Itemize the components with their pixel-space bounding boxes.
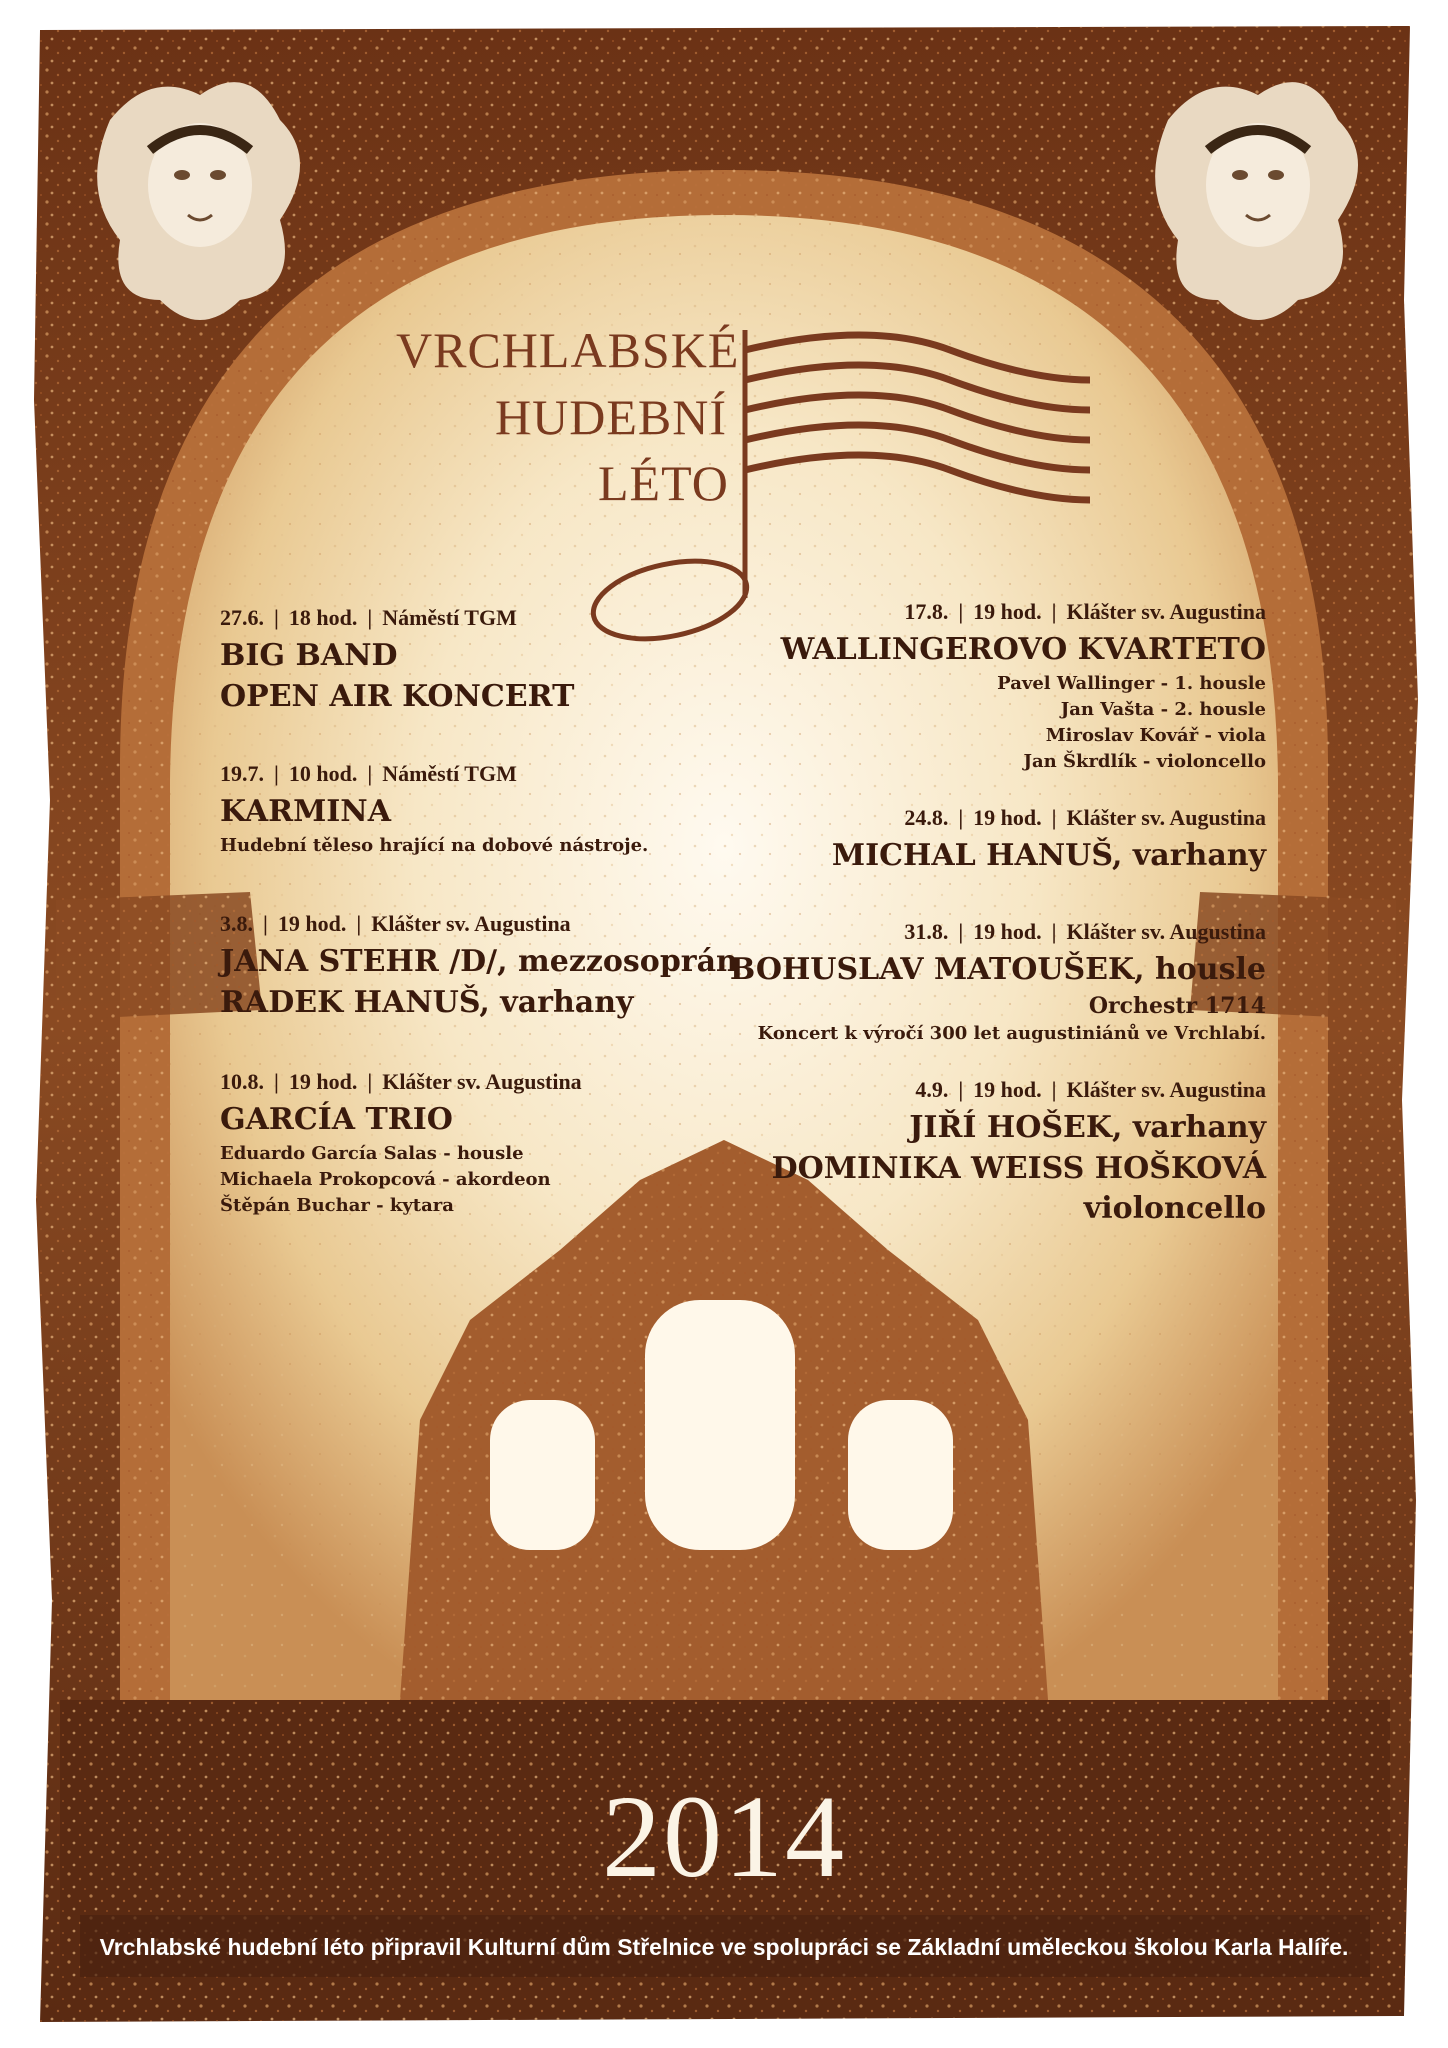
event-meta: 31.8. | 19 hod. | Klášter sv. Augustina — [904, 919, 1266, 944]
event-date: 3.8. — [220, 911, 253, 936]
event-headline: GARCÍA TRIO — [220, 1102, 453, 1138]
event-meta: 27.6. | 18 hod. | Náměstí TGM — [220, 605, 517, 630]
event-headline: BOHUSLAV MATOUŠEK, housle — [729, 952, 1266, 988]
event-headline: KARMINA — [220, 794, 392, 830]
event-date: 10.8. — [220, 1069, 264, 1094]
event-garcia-trio — [220, 1070, 582, 1219]
festival-title-line-2: HUDEBNÍ — [495, 389, 727, 445]
event-headline: JANA STEHR /D/, mezzosoprán — [220, 944, 738, 980]
event-time: 19 hod. — [973, 599, 1042, 624]
festival-title-line-1: VRCHLABSKÉ — [396, 322, 740, 378]
event-meta: 19.7. | 10 hod. | Náměstí TGM — [220, 761, 517, 786]
event-detail: Koncert k výročí 300 let augustiniánů ve Vrchlabí. — [757, 1023, 1266, 1045]
event-detail: Miroslav Kovář - viola — [1045, 724, 1266, 746]
event-detail: Jan Škrdlík - violoncello — [1023, 750, 1266, 772]
event-michal-hanus — [832, 806, 1266, 877]
event-time: 19 hod. — [973, 805, 1042, 830]
event-date: 4.9. — [915, 1077, 949, 1102]
event-date: 31.8. — [904, 919, 949, 944]
event-orchestra: Orchestr 1714 — [1088, 992, 1266, 1019]
event-time: 19 hod. — [277, 911, 347, 936]
event-place: Náměstí TGM — [382, 761, 517, 786]
event-meta: 3.8. | 19 hod. | Klášter sv. Augustina — [220, 911, 571, 936]
event-place: Klášter sv. Augustina — [1066, 919, 1266, 944]
event-date: 24.8. — [904, 805, 949, 830]
event-jana-stehr — [220, 912, 738, 1023]
event-headline: violoncello — [1083, 1191, 1266, 1227]
event-date: 19.7. — [220, 761, 264, 786]
cherub-ornament-icon-left — [97, 82, 300, 320]
event-headline: RADEK HANUŠ, varhany — [220, 984, 634, 1020]
event-meta: 10.8. | 19 hod. | Klášter sv. Augustina — [220, 1069, 582, 1094]
event-detail: Michaela Prokopcová - akordeon — [220, 1168, 551, 1190]
event-date: 17.8. — [904, 599, 949, 624]
event-headline: MICHAL HANUŠ, varhany — [831, 838, 1266, 874]
festival-title-line-3: LÉTO — [598, 455, 729, 511]
event-place: Klášter sv. Augustina — [1066, 599, 1266, 624]
event-wallinger-quartet — [781, 600, 1266, 775]
event-time: 19 hod. — [288, 1069, 358, 1094]
event-headline: BIG BAND — [220, 638, 398, 674]
event-place: Klášter sv. Augustina — [1066, 805, 1266, 830]
event-meta: 17.8. | 19 hod. | Klášter sv. Augustina — [904, 599, 1266, 624]
event-headline: DOMINIKA WEISS HOŠKOVÁ — [771, 1150, 1266, 1186]
event-jiri-hosek — [772, 1078, 1266, 1230]
event-bohuslav-matousek — [730, 920, 1266, 1048]
event-meta: 24.8. | 19 hod. | Klášter sv. Augustina — [904, 805, 1266, 830]
festival-year: 2014 — [602, 1771, 846, 1902]
event-time: 19 hod. — [973, 1077, 1042, 1102]
event-detail: Pavel Wallinger - 1. housle — [997, 672, 1266, 694]
event-headline: OPEN AIR KONCERT — [220, 678, 575, 714]
event-place: Klášter sv. Augustina — [382, 1069, 582, 1094]
event-time: 18 hod. — [288, 605, 358, 630]
event-time: 19 hod. — [973, 919, 1042, 944]
cherub-ornament-icon-right — [1155, 82, 1358, 320]
event-detail: Hudební těleso hrající na dobové nástroje. — [220, 834, 649, 856]
event-detail: Eduardo García Salas - housle — [220, 1142, 524, 1164]
event-time: 10 hod. — [288, 761, 358, 786]
event-headline: WALLINGEROVO KVARTETO — [780, 632, 1266, 668]
event-headline: JIŘÍ HOŠEK, varhany — [909, 1110, 1266, 1146]
event-detail: Jan Vašta - 2. housle — [1060, 698, 1266, 720]
event-detail: Štěpán Buchar - kytara — [220, 1194, 454, 1216]
event-karmina — [220, 762, 648, 859]
organizer-footer: Vrchlabské hudební léto připravil Kulturní dům Střelnice ve spolupráci se Základní uměleckou školou Karla Halíře. — [99, 1934, 1349, 1960]
event-meta: 4.9. | 19 hod. | Klášter sv. Augustina — [915, 1077, 1266, 1102]
event-date: 27.6. — [220, 605, 264, 630]
event-place: Klášter sv. Augustina — [1066, 1077, 1266, 1102]
event-place: Náměstí TGM — [382, 605, 517, 630]
event-big-band — [220, 606, 574, 717]
event-place: Klášter sv. Augustina — [371, 911, 571, 936]
